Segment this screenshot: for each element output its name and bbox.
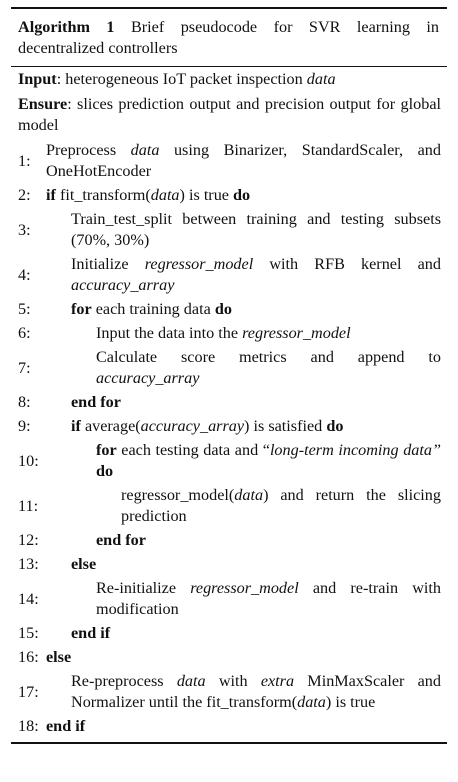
algorithm-line <box>18 716 441 737</box>
line-text <box>46 299 441 320</box>
line-fragment: ) and return the slicing prediction <box>121 486 441 525</box>
line-fragment: Re-initialize <box>96 579 191 597</box>
algorithm-line <box>18 623 441 644</box>
keyword: if <box>71 417 81 435</box>
algorithm-caption <box>11 9 447 66</box>
algorithm-line <box>18 347 441 389</box>
line-text <box>46 485 441 527</box>
line-fragment: with RFB kernel and <box>253 255 441 273</box>
line-text <box>46 530 441 551</box>
line-fragment: regressor_model( <box>121 486 235 504</box>
variable: data <box>130 141 160 159</box>
keyword: for <box>96 441 117 459</box>
keyword: end for <box>71 393 121 411</box>
algorithm-line <box>18 209 441 251</box>
line-number: 13: <box>18 555 39 573</box>
line-fragment: Train_test_split between training and testing subsets (70%, 30%) <box>71 210 441 249</box>
line-number: 4: <box>18 265 31 284</box>
line-number: 5: <box>18 300 31 318</box>
line-number: 6: <box>18 324 31 342</box>
ensure-text: : slices prediction output and precision output for global model <box>18 95 441 134</box>
algorithm-line <box>18 185 441 206</box>
keyword: end for <box>96 531 146 549</box>
input-data-term: data <box>306 70 336 88</box>
algorithm-line <box>18 140 441 182</box>
algorithm-line <box>18 416 441 437</box>
caption-text: Brief pseudocode for SVR learning in decentralized controllers <box>18 18 439 57</box>
line-number: 7: <box>18 358 31 377</box>
line-text <box>46 578 441 620</box>
algorithm-line <box>18 578 441 620</box>
variable: long-term incoming data” <box>269 441 441 459</box>
line-fragment: ) is satisfied <box>244 417 327 435</box>
line-number: 2: <box>18 186 31 204</box>
line-text <box>46 671 441 713</box>
line-fragment: Calculate score metrics and append to <box>96 348 441 366</box>
variable: data <box>234 486 264 504</box>
line-fragment: each testing data and “ <box>116 441 270 459</box>
variable: accuracy_array <box>140 417 245 435</box>
keyword: do <box>96 462 114 480</box>
line-number: 9: <box>18 417 31 435</box>
line-fragment: fit_transform( <box>55 186 151 204</box>
variable: data <box>150 186 180 204</box>
variable: extra <box>260 672 295 690</box>
line-fragment: Initialize <box>71 255 145 273</box>
line-fragment: Input the data into the <box>96 324 243 342</box>
line-number: 12: <box>18 531 39 549</box>
input-line <box>11 67 447 90</box>
line-number: 15: <box>18 624 39 642</box>
line-text <box>46 440 441 482</box>
keyword: end if <box>46 717 86 735</box>
algorithm-line <box>18 299 441 320</box>
line-text <box>46 554 441 575</box>
line-number: 11: <box>18 496 39 515</box>
line-fragment: and re-train with modification <box>96 579 441 618</box>
algorithm-line <box>18 440 441 482</box>
line-text <box>46 716 441 737</box>
algorithm-line <box>18 392 441 413</box>
line-text <box>46 185 441 206</box>
algorithm-line <box>18 554 441 575</box>
variable: regressor_model <box>144 255 254 273</box>
line-text <box>46 323 441 344</box>
line-number: 3: <box>18 220 31 239</box>
line-number: 1: <box>18 151 31 170</box>
variable: regressor_model <box>190 579 299 597</box>
algorithm-line <box>18 671 441 713</box>
line-fragment: using Binarizer, StandardScaler, and OneHotEncoder <box>46 141 441 180</box>
variable: accuracy_array <box>71 276 175 294</box>
line-text <box>46 254 441 296</box>
variable: data <box>176 672 206 690</box>
line-fragment: MinMaxScaler and Normalizer until the fit_transform( <box>71 672 441 711</box>
variable: accuracy_array <box>96 369 200 387</box>
input-label: Input <box>18 70 57 88</box>
algorithm-line <box>18 530 441 551</box>
variable: data <box>297 693 326 711</box>
algorithm-line <box>18 254 441 296</box>
keyword: do <box>233 186 251 204</box>
line-fragment: Re-preprocess <box>71 672 177 690</box>
input-text: : heterogeneous IoT packet inspection <box>56 70 307 88</box>
line-fragment: each training data <box>91 300 215 318</box>
line-text <box>46 416 441 437</box>
bottom-rule <box>11 742 447 744</box>
ensure-label: Ensure <box>18 95 68 113</box>
keyword: end if <box>71 624 111 642</box>
algorithm-line <box>18 647 441 668</box>
line-fragment: average( <box>80 417 141 435</box>
keyword: else <box>71 555 97 573</box>
line-text <box>46 209 441 251</box>
variable: regressor_model <box>242 324 351 342</box>
keyword: do <box>214 300 232 318</box>
keyword: do <box>326 417 344 435</box>
line-number: 17: <box>18 682 39 701</box>
line-text <box>46 647 441 668</box>
line-fragment: ) is true <box>325 693 376 711</box>
line-fragment: ) is true <box>179 186 234 204</box>
keyword: else <box>46 648 72 666</box>
line-number: 18: <box>18 717 39 735</box>
algorithm-line <box>18 485 441 527</box>
line-number: 14: <box>18 589 39 608</box>
line-number: 16: <box>18 648 39 666</box>
line-text <box>46 140 441 182</box>
line-fragment: Preprocess <box>46 141 131 159</box>
keyword: for <box>71 300 92 318</box>
algorithm-line <box>18 323 441 344</box>
line-number: 8: <box>18 393 31 411</box>
algorithm-steps <box>11 136 447 742</box>
keyword: if <box>46 186 56 204</box>
ensure-line <box>11 90 447 136</box>
line-number: 10: <box>18 451 39 470</box>
line-text <box>46 623 441 644</box>
algorithm-box <box>11 7 447 744</box>
caption-label: Algorithm 1 <box>18 18 115 36</box>
line-text <box>46 392 441 413</box>
line-text <box>46 347 441 389</box>
line-fragment: with <box>205 672 261 690</box>
